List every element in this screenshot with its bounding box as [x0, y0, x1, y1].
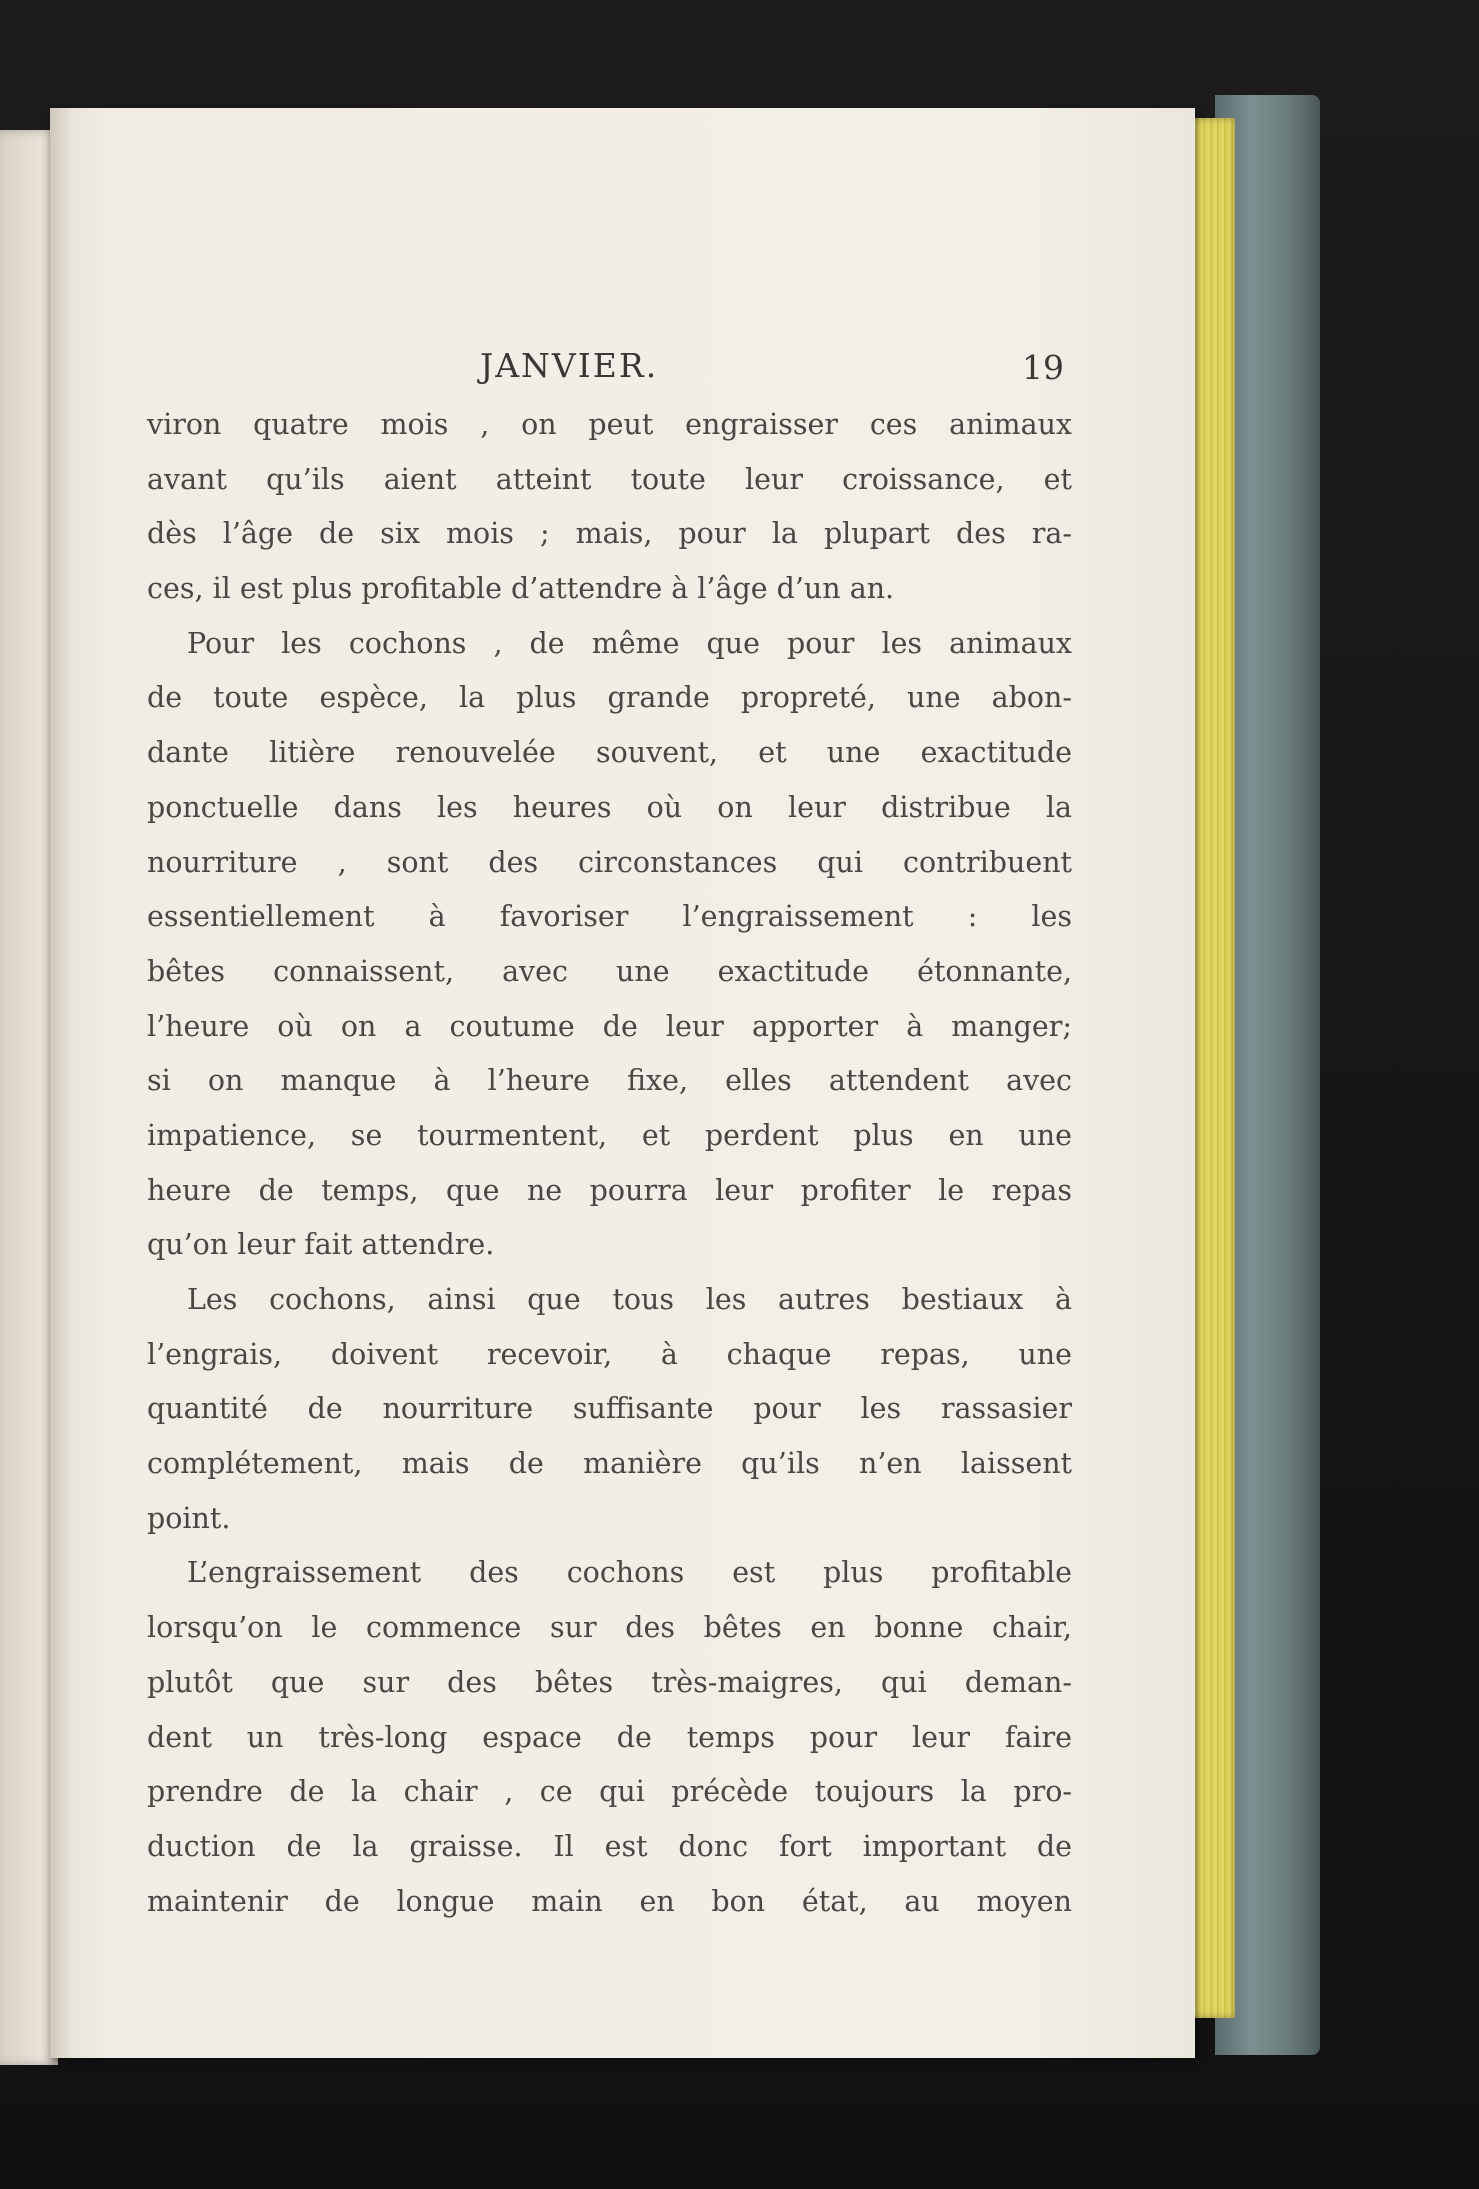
text-line: maintenir de longue main en bon état, au moyen: [147, 1884, 1072, 1918]
text-line: complétement, mais de manière qu’ils n’en laissent: [147, 1447, 1072, 1481]
text-line: nourriture , sont des circonstances qui contribuent: [147, 845, 1072, 879]
text-line: avant qu’ils aient atteint toute leur croissance, et: [147, 462, 1072, 496]
page-header: [50, 346, 1195, 406]
text-line: essentiellement à favoriser l’engraissement : les: [147, 900, 1072, 934]
text-line: ces, il est plus profitable d’attendre à l’âge d’un an.: [147, 572, 895, 606]
text-line: bêtes connaissent, avec une exactitude étonnante,: [147, 954, 1072, 988]
text-line: impatience, se tourmentent, et perdent plus en une: [147, 1118, 1072, 1152]
running-head: JANVIER.: [480, 346, 659, 385]
text-line: dent un très-long espace de temps pour leur faire: [147, 1720, 1072, 1754]
text-line: de toute espèce, la plus grande propreté, une abon-: [147, 681, 1072, 715]
text-line: si on manque à l’heure fixe, elles attendent avec: [147, 1064, 1072, 1098]
text-line: lorsqu’on le commence sur des bêtes en bonne chair,: [147, 1611, 1072, 1645]
body-text: [147, 398, 1072, 1929]
paragraph: [147, 1273, 1072, 1546]
text-line: ponctuelle dans les heures où on leur distribue la: [147, 790, 1072, 824]
text-line: prendre de la chair , ce qui précède toujours la pro-: [147, 1775, 1072, 1809]
text-line: dès l’âge de six mois ; mais, pour la plupart des ra-: [147, 517, 1072, 551]
text-line: Les cochons, ainsi que tous les autres bestiaux à: [187, 1283, 1072, 1316]
text-line: point.: [147, 1501, 231, 1535]
paragraph: [147, 398, 1072, 617]
text-line: duction de la graisse. Il est donc fort important de: [147, 1829, 1072, 1863]
text-line: L’engraissement des cochons est plus profitable: [187, 1556, 1072, 1590]
text-line: qu’on leur fait attendre.: [147, 1228, 495, 1262]
book-page: [50, 108, 1195, 2058]
text-line: viron quatre mois , on peut engraisser ces animaux: [147, 408, 1072, 441]
text-line: Pour les cochons , de même que pour les animaux: [187, 626, 1072, 660]
page-number: 19: [1022, 348, 1064, 387]
paragraph: [147, 617, 1072, 1273]
text-line: l’engrais, doivent recevoir, à chaque repas, une: [147, 1337, 1072, 1371]
paragraph: [147, 1546, 1072, 1929]
text-line: l’heure où on a coutume de leur apporter à manger;: [147, 1009, 1072, 1043]
text-line: quantité de nourriture suffisante pour les rassasier: [147, 1392, 1072, 1426]
text-line: plutôt que sur des bêtes très-maigres, qui deman-: [147, 1665, 1072, 1699]
text-line: heure de temps, que ne pourra leur profiter le repas: [147, 1173, 1072, 1207]
text-line: dante litière renouvelée souvent, et une exactitude: [147, 736, 1072, 770]
